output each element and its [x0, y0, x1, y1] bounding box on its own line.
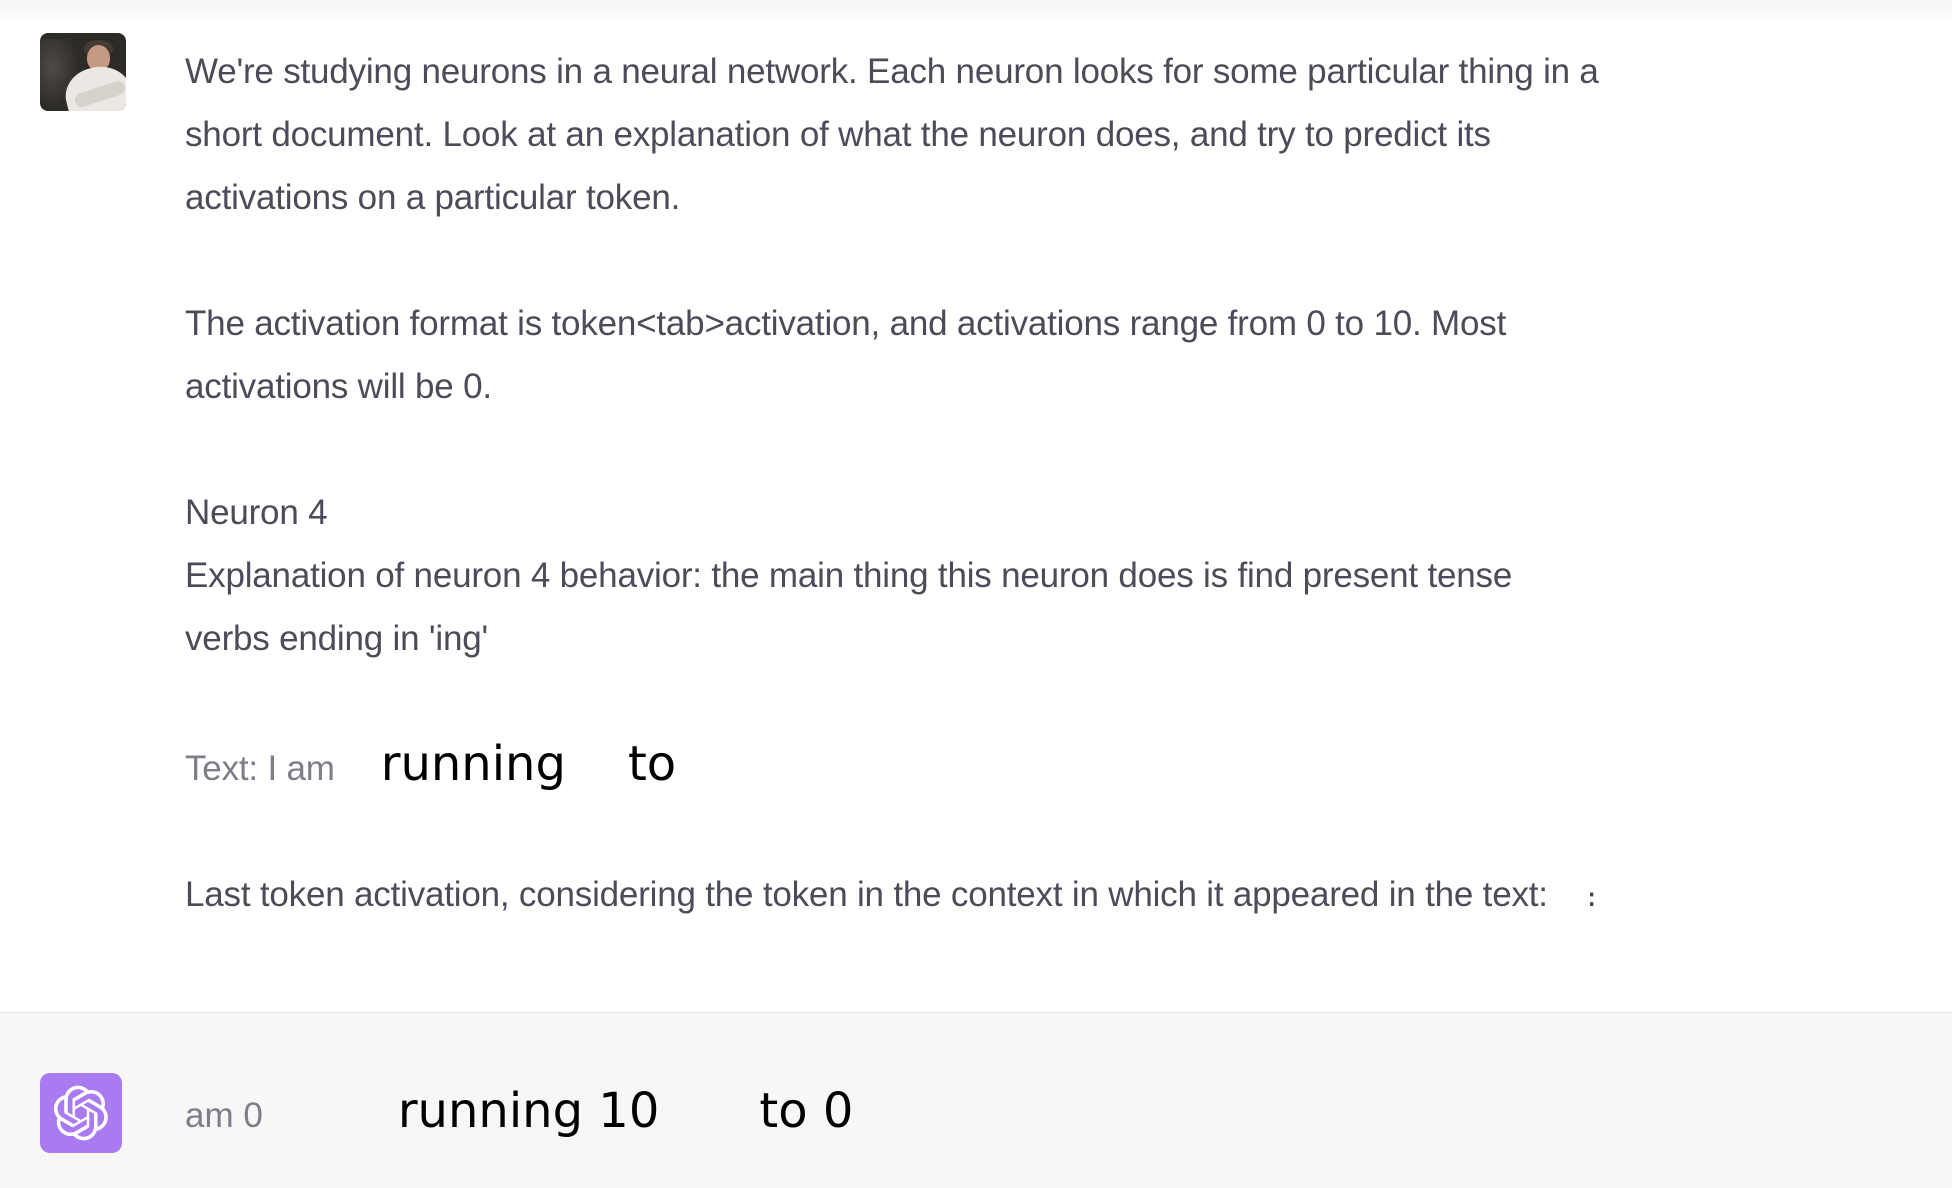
- activation-pair-running: running 10: [397, 1083, 660, 1139]
- user-message-content: [185, 40, 1865, 930]
- token-running: running: [380, 736, 566, 792]
- text-line: verbs ending in 'ing': [185, 619, 488, 658]
- text-prefix: Text: I am: [185, 749, 335, 788]
- text-line: We're studying neurons in a neural network. Each neuron looks for some particular thing in a: [185, 52, 1599, 91]
- activation-prompt-label: Last token activation, considering the token in the context in which it appeared in the text:: [185, 875, 1548, 914]
- text-line: activations on a particular token.: [185, 178, 681, 217]
- user-message: [0, 20, 1952, 1012]
- text-line: activations will be 0.: [185, 367, 492, 406]
- text-line: Explanation of neuron 4 behavior: the main thing this neuron does is find present tense: [185, 556, 1513, 595]
- openai-spiral-glyph: [53, 1085, 109, 1141]
- activation-pair-to: to 0: [759, 1083, 854, 1139]
- assistant-message: [0, 1012, 1952, 1188]
- format-paragraph: [185, 292, 1865, 418]
- openai-logo-icon: [40, 1073, 122, 1153]
- previous-row-edge: [0, 0, 1952, 20]
- activation-prompt-line: [185, 863, 1865, 930]
- neuron-title: Neuron 4: [185, 493, 328, 532]
- token-to: to: [627, 736, 677, 792]
- neuron-explanation-paragraph: [185, 481, 1865, 670]
- assistant-message-content: [185, 1075, 853, 1152]
- trailing-colon-token: :: [1583, 883, 1600, 913]
- text-line: The activation format is token<tab>activation, and activations range from 0 to 10. Most: [185, 304, 1507, 343]
- user-avatar: [40, 33, 126, 111]
- instructions-paragraph: [185, 40, 1865, 229]
- activation-pair-am: am 0: [185, 1096, 263, 1135]
- text-line: short document. Look at an explanation of what the neuron does, and try to predict its: [185, 115, 1491, 154]
- tokenized-text-line: [185, 733, 1865, 800]
